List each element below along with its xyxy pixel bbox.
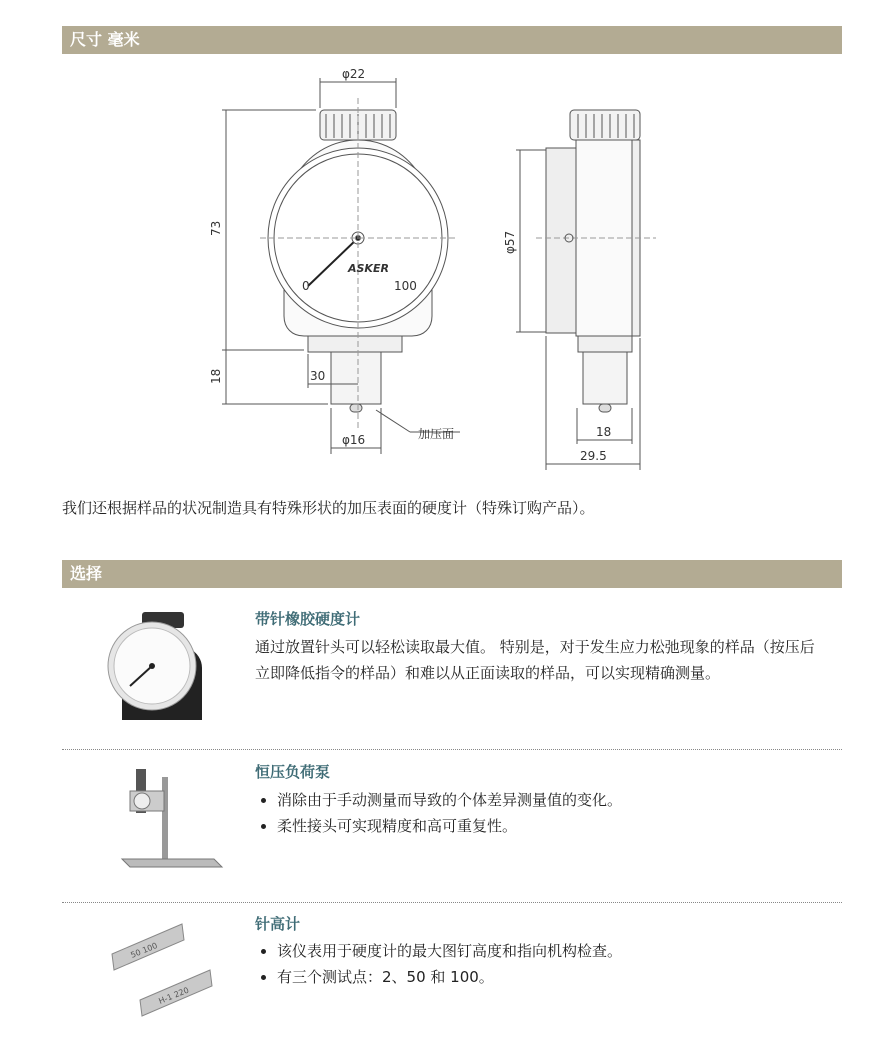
divider	[62, 749, 842, 750]
dimension-diagram	[200, 58, 670, 478]
section-title: 选择	[70, 564, 103, 583]
dim-phi22-label: φ22	[342, 67, 366, 81]
dim-29-5-label: 29.5	[580, 449, 607, 463]
divider	[62, 902, 842, 903]
dim-18-left-label: 18	[209, 368, 223, 384]
section-header-options	[62, 560, 842, 588]
brand-logo: ASKER	[348, 262, 389, 275]
feature-item: • 有三个测试点：2、50 和 100。	[277, 964, 622, 990]
scale-100-label: 100	[394, 279, 417, 293]
pin-height-gauge-image	[102, 914, 242, 1034]
rubber-hardness-gauge-image	[102, 608, 242, 728]
dim-phi16-label: φ16	[342, 433, 366, 447]
feature-list	[255, 787, 622, 839]
dim-phi57-label: φ57	[503, 230, 517, 254]
product-constant-load-stand	[62, 755, 842, 895]
section-title: 尺寸 毫米	[70, 30, 140, 49]
feature-item: • 该仪表用于硬度计的最大图钉高度和指向机构检查。	[277, 938, 622, 964]
product-title: 针高计	[255, 915, 301, 933]
feature-item: • 柔性接头可实现精度和高可重复性。	[277, 813, 622, 839]
section-header-dimensions	[62, 26, 842, 54]
dim-73-label: 73	[209, 220, 223, 236]
constant-load-stand-image	[102, 763, 242, 883]
dimension-drawing	[200, 58, 670, 478]
scale-0-label: 0	[302, 279, 310, 293]
dim-18-side-label: 18	[596, 425, 612, 439]
dim-30-label: 30	[310, 369, 326, 383]
feature-item: • 消除由于手动测量而导致的个体差异测量值的变化。	[277, 787, 622, 813]
product-title: 恒压负荷泵	[255, 763, 331, 781]
product-rubber-hardness-gauge	[62, 600, 842, 740]
product-description: 通过放置针头可以轻松读取最大值。 特别是，对于发生应力松弛现象的样品（按压后立即降低指令的样品）和难以从正面读取的样品，可以实现精确测量。	[255, 638, 815, 682]
block-label: H-1 220	[157, 985, 191, 1006]
custom-order-note: 我们还根据样品的状况制造具有特殊形状的加压表面的硬度计（特殊订购产品）。	[62, 499, 595, 517]
block-label: 50 100	[129, 941, 159, 960]
product-pin-height-gauge	[62, 908, 842, 1048]
feature-list	[255, 938, 622, 990]
product-title: 带针橡胶硬度计	[255, 610, 361, 628]
pressure-face-label: 加压面	[418, 427, 455, 441]
